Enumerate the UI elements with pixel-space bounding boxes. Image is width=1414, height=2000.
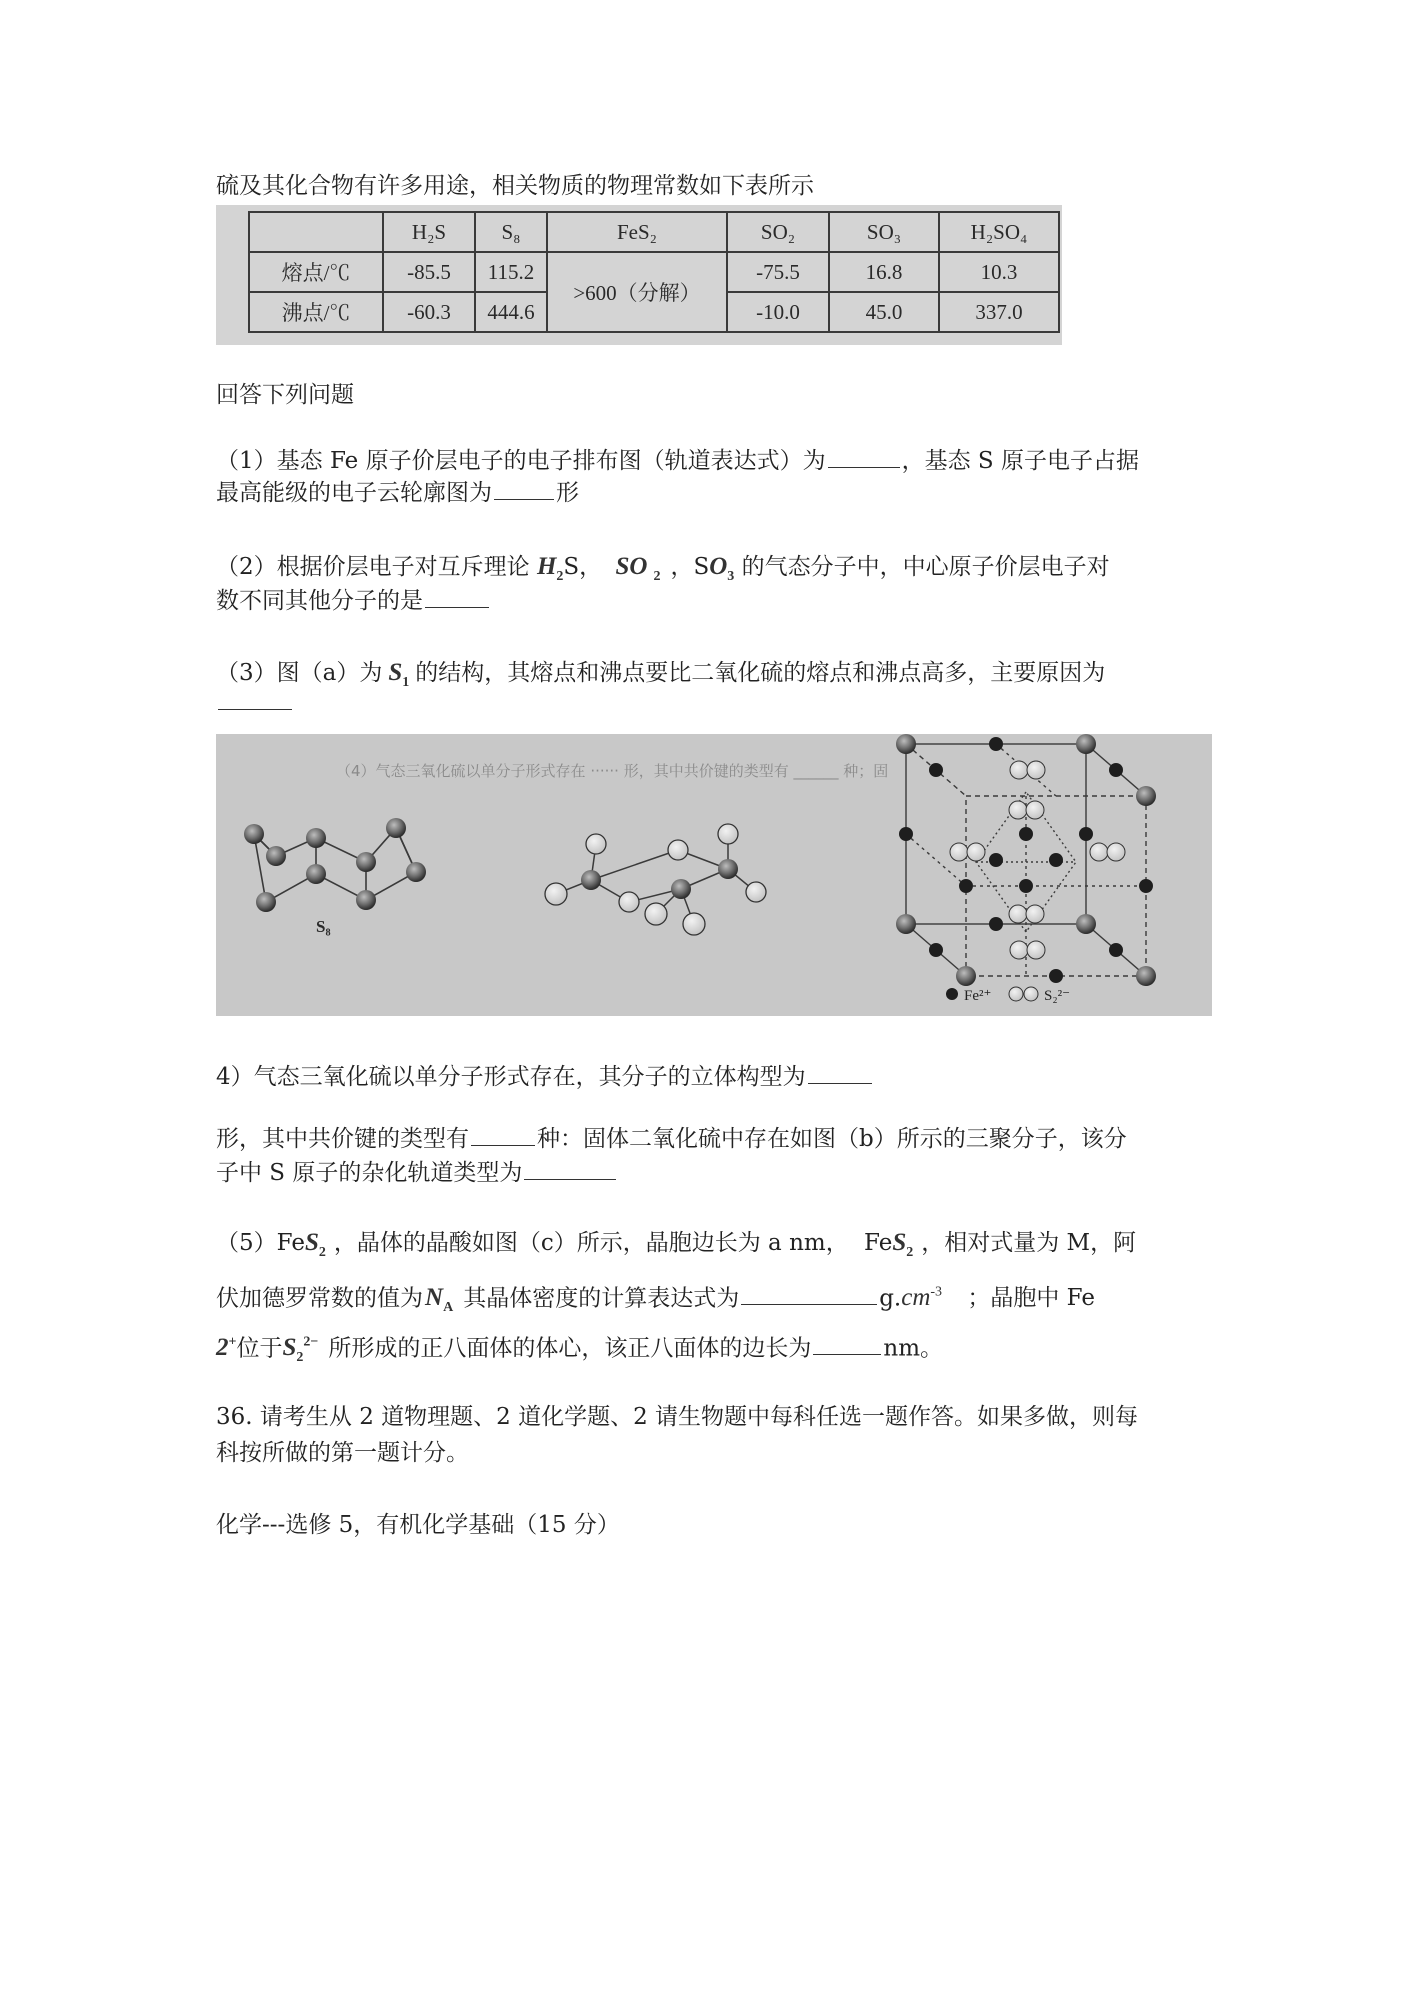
answer-blank[interactable] (741, 1278, 877, 1305)
answer-blank[interactable] (494, 473, 554, 500)
question-1-line-2 (216, 472, 579, 514)
table-row (249, 252, 1059, 292)
q2-text-c: ，S (670, 554, 710, 580)
question-36-line-2: 科按所做的第一题计分。 (216, 1440, 469, 1466)
table-cell: 444.6 (475, 292, 547, 332)
table-header-cell: SO₃ (829, 212, 939, 252)
table-header-cell: H₂SO₄ (939, 212, 1059, 252)
table-header-cell: SO₂ (727, 212, 829, 252)
fes2-unit-cell (906, 744, 1146, 976)
q5-text-k: nm。 (883, 1335, 943, 1362)
question-3-line-1 (216, 652, 1105, 704)
answer-blank[interactable] (218, 683, 292, 710)
question-4-line-1 (216, 1056, 874, 1098)
fes2-legend (946, 987, 1070, 1004)
formula-s2-image: $S_2$ (892, 1229, 914, 1260)
q5-text-j: 所形成的正八面体的体心，该正八面体的边长为 (328, 1335, 812, 1362)
intro-text: 硫及其化合物有许多用途，相关物质的物理常数如下表所示 (216, 173, 814, 199)
question-5-line-1 (216, 1222, 1136, 1274)
table-header-cell: H₂S (383, 212, 475, 252)
structure-figure-svg (216, 734, 1212, 1016)
q5-text-d: ，相对式量为 M，阿 (921, 1230, 1137, 1256)
q5-text-a: （5）Fe (216, 1230, 305, 1256)
table-cell: 16.8 (829, 252, 939, 292)
question-4-line-3 (216, 1152, 618, 1194)
answer-blank[interactable] (524, 1153, 616, 1180)
q1-text-a: （1）基态 Fe 原子价层电子的电子排布图（轨道表达式）为 (216, 448, 826, 474)
q5-text-f: 其晶体密度的计算表达式为 (463, 1285, 740, 1312)
q1-text-d: 形 (556, 480, 579, 506)
table-cell: 10.3 (939, 252, 1059, 292)
table-cell: -85.5 (383, 252, 475, 292)
formula-so3-image: $O_3$ (709, 553, 735, 584)
q5-text-e: 伏加德罗常数的值为 (216, 1285, 423, 1312)
question-5-line-3 (216, 1322, 943, 1379)
s8-atoms (244, 818, 426, 912)
q2-text-a: （2）根据价层电子对互斥理论 (216, 554, 530, 580)
formula-na-image: $N_A$ (425, 1284, 454, 1316)
table-cell: 115.2 (475, 252, 547, 292)
q5-text-i: 位于 (236, 1335, 283, 1362)
answer-blank[interactable] (425, 581, 489, 608)
formula-s2-image: $S_2$ (304, 1229, 326, 1260)
question-2-line-2 (216, 580, 491, 622)
physical-constants-table-image (216, 205, 1062, 345)
q5-text-c: Fe (864, 1230, 893, 1256)
question-36-line-1: 36. 请考生从 2 道物理题、2 道化学题、2 请生物题中每科任选一题作答。如果多做，则每 (216, 1404, 1139, 1430)
q2-text-b: S， (563, 554, 603, 580)
q2-text-d: 的气态分子中，中心原子价层电子对 (741, 554, 1110, 580)
formula-so2-image: SO $_2$ (615, 553, 661, 584)
table-cell-merged: >600（分解） (547, 252, 727, 332)
table-cell: -10.0 (727, 292, 829, 332)
q5-text-b: ，晶体的晶酸如图（c）所示，晶胞边长为 a nm， (333, 1230, 849, 1256)
table-cell: 337.0 (939, 292, 1059, 332)
q4-text-a: 4）气态三氧化硫以单分子形式存在，其分子的立体构型为 (216, 1064, 806, 1090)
q2-text-e: 数不同其他分子的是 (216, 588, 423, 614)
table-header-cell (249, 212, 383, 252)
q5-text-g: g. (879, 1285, 902, 1312)
table-cell: -75.5 (727, 252, 829, 292)
structure-figure (216, 734, 1212, 1016)
table-header-cell: S₈ (475, 212, 547, 252)
table-cell: -60.3 (383, 292, 475, 332)
legend-s2-label: S₂²⁻ (1044, 988, 1070, 1004)
q3-text-b: 的结构，其熔点和沸点要比二氧化硫的熔点和沸点高多，主要原因为 (415, 660, 1106, 686)
section-heading: 化学---选修 5，有机化学基础（15 分） (216, 1512, 620, 1538)
answer-blank[interactable] (828, 441, 900, 468)
table-row-label: 熔点/℃ (249, 252, 383, 292)
so3-trimer-atoms (545, 824, 766, 935)
question-3-line-2 (216, 682, 294, 724)
table-row-label: 沸点/℃ (249, 292, 383, 332)
q3-text-a: （3）图（a）为 (216, 660, 383, 686)
formula-s1-image: $S_1$ (388, 659, 410, 690)
q4-text-d: 子中 S 原子的杂化轨道类型为 (216, 1160, 523, 1186)
answer-blank[interactable] (471, 1119, 535, 1146)
s8-label: S₈ (316, 917, 331, 936)
faint-background-text: （4）气态三氧化硫以单分子形式存在 ······ 形，其中共价键的类型有 ______ 种；固 (336, 762, 889, 780)
formula-h2s-image: $H_2$ (536, 553, 564, 584)
formula-fe2plus-image: 2+ (216, 1334, 237, 1362)
table-header-row (249, 212, 1059, 252)
q4-text-b: 形，其中共价键的类型有 (216, 1126, 469, 1152)
q1-text-c: 最高能级的电子云轮廓图为 (216, 480, 492, 506)
answer-blank[interactable] (813, 1328, 881, 1355)
q1-text-b: ，基态 S 原子电子占据 (901, 448, 1139, 474)
table-header-cell: FeS₂ (547, 212, 727, 252)
formula-s2-2minus-image: $S_2^{2-}$ (282, 1334, 319, 1366)
table-cell: 45.0 (829, 292, 939, 332)
unit-cm-image: $cm^{-3}$ (901, 1284, 943, 1312)
q5-text-h: ；晶胞中 Fe (967, 1285, 1095, 1312)
q4-text-c: 种：固体二氧化硫中存在如图（b）所示的三聚分子，该分 (537, 1126, 1127, 1152)
legend-fe-label: Fe²⁺ (964, 988, 992, 1004)
question-5-line-2 (216, 1272, 1095, 1329)
physical-constants-table (248, 211, 1060, 333)
answer-heading: 回答下列问题 (216, 382, 354, 408)
answer-blank[interactable] (808, 1057, 872, 1084)
